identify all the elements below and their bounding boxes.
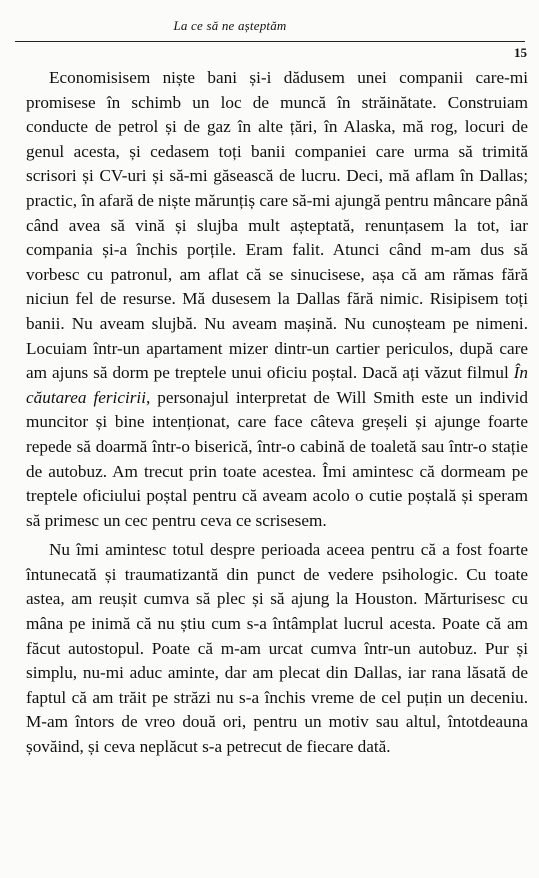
page-number: 15 bbox=[514, 45, 527, 60]
film-title: În căutarea fericirii bbox=[26, 363, 528, 407]
header-rule bbox=[15, 41, 525, 42]
paragraph-1 bbox=[26, 66, 528, 533]
paragraph-1-text-before-film: Economisisem niște bani și-i dădusem unei companii care-mi promisese în schimb un loc de muncă în străinătate. Construiam conducte de petrol și de gaz în alte țări, în Alaska, mă rog, locuri de genul acesta, și cedasem toți banii companiei care urma să trimită scrisori și CV-uri și să-mi găsească de lucru. Deci, mă aflam în Dallas; practic, în afară de niște mărunțiș care să-mi ajungă pentru mâncare până când avea să vină și slujba mult așteptată, renunțasem la tot, iar compania și-a închis porțile. Eram falit. Atunci când m-am dus să vorbesc cu patronul, am aflat că se sinucisese, așa că am rămas fără niciun fel de resurse. Mă dusesem la Dallas fără nimic. Risipisem toți banii. Nu aveam slujbă. Nu aveam mașină. Nu cunoșteam pe nimeni. Locuiam într-un apartament mizer dintr-un cartier periculos, după care am ajuns să dorm pe treptele unui oficiu poștal. Dacă ați văzut filmul bbox=[26, 68, 529, 383]
paragraph-2: Nu îmi amintesc totul despre perioada aceea pentru că a fost foarte întunecată și traumatizantă din punct de vedere psihologic. Cu toate astea, am reușit cumva să plec și să ajung la Houston. Mărturisesc cu mâna pe inimă că nu știu cum s-a întâmplat lucrul acesta. Poate că am făcut autostopul. Poate că m-am urcat cumva într-un autobuz. Pur și simplu, nu-mi aduc aminte, dar am plecat din Dallas, iar rana lăsată de faptul că am trăit pe străzi nu s-a închis vreme de cel puțin un deceniu. M-am întors de vreo două ori, pentru un motiv sau altul, întotdeauna șovăind, și ceva neplăcut s-a petrecut de fiecare dată. bbox=[26, 540, 528, 757]
running-head-title: La ce să ne așteptăm bbox=[173, 18, 287, 33]
paragraph-1-text-after-film: , personajul interpretat de Will Smith este un individ muncitor și bine intenționat, care face câteva greșeli și ajunge foarte repede să doarmă într-o biserică, într-o cabină de toaletă sau într-o stație de autobuz. Am trecut prin toate acestea. Îmi amintesc că dormeam pe treptele oficiului poștal pentru că aveam acolo o cutie poștală și speram să primesc un cec pentru ceva ce scrisesem. bbox=[26, 387, 529, 530]
body-text bbox=[26, 66, 528, 760]
